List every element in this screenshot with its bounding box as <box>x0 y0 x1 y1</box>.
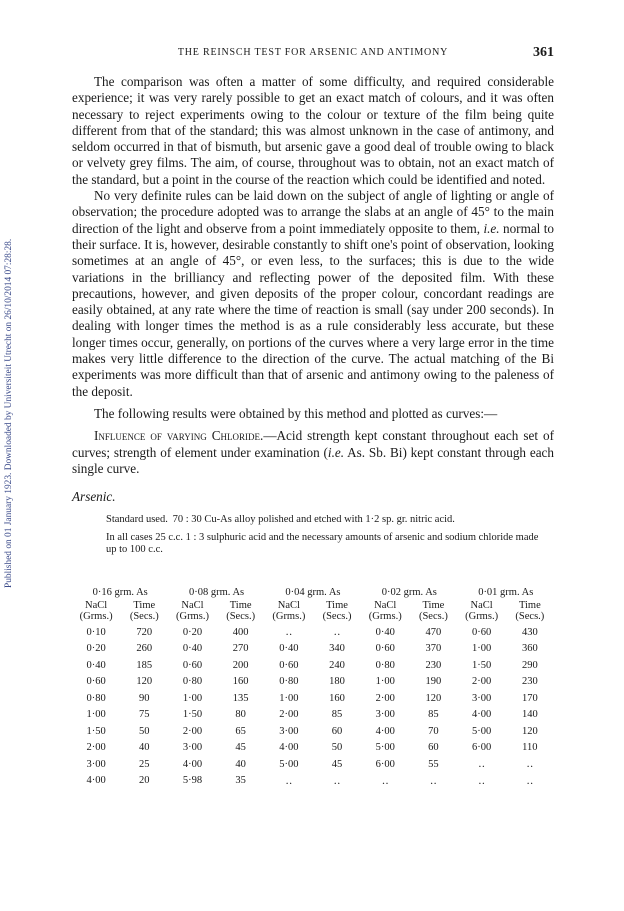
table-cell: 85 <box>428 709 439 721</box>
table-cell: 0·80 <box>86 692 106 704</box>
table-cell: ‥ <box>333 775 341 787</box>
table-cell: ‥ <box>285 627 293 639</box>
table-cell: 80 <box>235 709 246 721</box>
table-cell: 230 <box>425 659 442 671</box>
table-cell: 65 <box>235 725 246 737</box>
table-cell: 0·60 <box>375 643 395 655</box>
table-column-header-row <box>72 600 554 624</box>
table-row <box>72 624 554 641</box>
table-cell: 4·00 <box>375 725 395 737</box>
table-cell: 5·00 <box>471 725 492 737</box>
standard-line <box>72 513 554 526</box>
table-cell: 55 <box>428 758 439 770</box>
table-cell: ‥ <box>285 775 293 787</box>
column-header-nacl: NaCl (Grms.) <box>79 600 113 622</box>
table-cell: 45 <box>331 758 343 770</box>
table-cell: 5·98 <box>182 775 203 787</box>
table-cell: ‥ <box>526 775 534 787</box>
table-cell: 4·00 <box>182 758 203 770</box>
table-cell: 110 <box>522 742 538 754</box>
table-cell: 1·00 <box>279 692 299 704</box>
paragraph-lighting-part2: normal to their surface. It is, however, desirable constantly to shift one's point of observation, looking sometimes at an angle of 45°, or even less, to the surfaces; this is due to the wide variations in the brilliancy and reflecting power of the deposited film. With these precautions, however, and given deposits of the proper colour, concordant readings are easily obtained, at any rate where the time of reaction is small (say under 200 seconds). In dealing with longer times the method is as a rule considerably less accurate, but these longer times occur, generally, on portions of the curves where a very large error in the time makes very little difference to the direction of the curve. The actual matching of the Bi experiments was more difficult than that of arsenic and antimony owing to the paleness of the deposit. <box>72 220 554 399</box>
group-header: 0·02 grm. As <box>381 587 437 598</box>
table-row <box>72 657 554 674</box>
table-cell: 1·50 <box>471 659 492 671</box>
table-cell: 200 <box>232 659 249 671</box>
table-cell: 2·00 <box>279 709 299 721</box>
table-cell: 170 <box>521 692 538 704</box>
column-header-time: Time (Secs.) <box>322 600 352 622</box>
table-cell: 120 <box>425 692 442 704</box>
group-header: 0·08 grm. As <box>189 587 245 598</box>
column-header-time: Time (Secs.) <box>129 600 159 622</box>
table-cell: 4·00 <box>279 742 299 754</box>
page-number: 361 <box>533 45 554 60</box>
table-cell: 0·20 <box>86 643 106 655</box>
table-cell: 160 <box>329 692 345 704</box>
table-row <box>72 756 554 773</box>
download-watermark <box>2 168 16 588</box>
table-cell: 40 <box>139 742 150 754</box>
table-cell: 340 <box>329 643 345 655</box>
table-cell: 190 <box>425 676 442 688</box>
table-cell: 230 <box>521 676 538 688</box>
table-cell: 0·40 <box>182 643 203 655</box>
download-watermark-text: Published on 01 January 1923. Downloaded by Universiteit Utrecht on 26/10/2014 07:28:28. <box>4 238 14 588</box>
column-header-nacl: NaCl (Grms.) <box>272 600 306 622</box>
table-cell: 2·00 <box>471 676 492 688</box>
table-cell: 6·00 <box>375 758 395 770</box>
group-header: 0·16 grm. As <box>92 587 148 598</box>
table-cell: 240 <box>329 659 345 671</box>
table-row <box>72 707 554 724</box>
table-cell: 120 <box>521 725 538 737</box>
table-cell: 5·00 <box>375 742 395 754</box>
table-cell: 185 <box>136 659 153 671</box>
section-title-arsenic: Arsenic. <box>72 489 116 505</box>
paragraph-chloride-part2: As. Sb. Bi) kept constant through each single curve. <box>72 444 554 476</box>
table-cell: 1·50 <box>182 709 203 721</box>
table-cell: 20 <box>139 775 150 787</box>
table-cell: 4·00 <box>471 709 492 721</box>
column-header-time: Time (Secs.) <box>418 600 448 622</box>
table-cell: 60 <box>331 725 343 737</box>
group-header: 0·01 grm. As <box>478 587 534 598</box>
table-row <box>72 723 554 740</box>
table-cell: 120 <box>136 676 153 688</box>
table-cell: 720 <box>136 626 153 638</box>
table-cell: ‥ <box>429 775 437 787</box>
column-header-time: Time (Secs.) <box>226 600 256 622</box>
table-cell: 0·40 <box>86 659 106 671</box>
table-cell: 3·00 <box>86 758 106 770</box>
table-cell: ‥ <box>333 627 341 639</box>
table-body <box>72 624 554 789</box>
table-cell: 430 <box>521 626 538 638</box>
table-cell: 0·80 <box>279 676 299 688</box>
running-title: THE REINSCH TEST FOR ARSENIC AND ANTIMONY <box>177 47 449 58</box>
paragraph-lighting-ie: i.e. <box>483 220 500 236</box>
paragraph-lighting <box>72 188 554 400</box>
paragraph-lighting-part1: No very definite rules can be laid down on the subject of angle of lighting or angle of observation; the procedure adopted was to arrange the slabs at an angle of 45° to the main direction of the light and observe from a point immediately opposite to them, <box>72 188 554 236</box>
table-cell: 1·00 <box>375 676 395 688</box>
table-cell: 0·10 <box>86 626 106 638</box>
table-cell: 270 <box>232 643 249 655</box>
paragraph-chloride <box>72 428 554 477</box>
table-cell: 0·80 <box>375 659 395 671</box>
table-cell: 5·00 <box>279 758 299 770</box>
table-row <box>72 773 554 790</box>
table-row <box>72 740 554 757</box>
paragraph-chloride-ie: i.e. <box>327 444 345 460</box>
conditions-note: In all cases 25 c.c. 1 : 3 sulphuric acid and the necessary amounts of arsenic and sodium chloride made up to 100 c.c. <box>106 532 539 555</box>
table-cell: 1·00 <box>471 643 492 655</box>
table-cell: 140 <box>521 709 538 721</box>
table-cell: 0·20 <box>182 626 203 638</box>
table-cell: ‥ <box>478 759 486 771</box>
paragraph-comparison: The comparison was often a matter of some difficulty, and required considerable experience; it was very rarely possible to get an exact match of colours, and it was often necessary to reject experiments owing to the colour or texture of the film being quite different from that of the standard; this was almost unknown in the case of antimony, and seldom occurred in that of bismuth, but arsenic gave a good deal of trouble owing to black or velvety grey films. The aim, of course, throughout was to obtain, not an exact match of the standard, but a point in the course of the reaction which could be identified and noted. <box>72 74 554 187</box>
table-cell: 0·40 <box>375 626 395 638</box>
table-cell: 470 <box>425 626 442 638</box>
group-header: 0·04 grm. As <box>285 587 341 598</box>
table-cell: 70 <box>428 725 439 737</box>
table-cell: 0·60 <box>182 659 203 671</box>
table-group-header-row <box>72 585 554 600</box>
table-cell: 135 <box>232 692 249 704</box>
table-cell: 3·00 <box>471 692 492 704</box>
table-cell: ‥ <box>478 775 486 787</box>
table-cell: 3·00 <box>182 742 203 754</box>
table-cell: 0·80 <box>182 676 203 688</box>
table-cell: 90 <box>139 692 150 704</box>
table-cell: 1·00 <box>182 692 203 704</box>
table-cell: 0·60 <box>279 659 299 671</box>
table-cell: 2·00 <box>86 742 106 754</box>
table-row <box>72 674 554 691</box>
table-cell: 45 <box>235 742 246 754</box>
paragraph-results-intro: The following results were obtained by this method and plotted as curves:— <box>94 405 498 421</box>
table-cell: 360 <box>521 643 538 655</box>
table-row <box>72 690 554 707</box>
table-cell: 85 <box>331 709 343 721</box>
column-header-nacl: NaCl (Grms.) <box>465 600 499 622</box>
table-cell: 0·60 <box>86 676 106 688</box>
table-cell: 4·00 <box>86 775 106 787</box>
table-cell: 370 <box>425 643 442 655</box>
table-cell: 400 <box>232 626 249 638</box>
page-header <box>72 45 554 63</box>
table-cell: 1·00 <box>86 709 106 721</box>
table-cell: 3·00 <box>279 725 299 737</box>
table-cell: 75 <box>139 709 150 721</box>
table-cell: 2·00 <box>375 692 395 704</box>
table-cell: 260 <box>136 643 153 655</box>
table-cell: 3·00 <box>375 709 395 721</box>
column-header-nacl: NaCl (Grms.) <box>175 600 209 622</box>
column-header-time: Time (Secs.) <box>515 600 545 622</box>
article-body <box>72 74 554 555</box>
table-cell: 0·60 <box>471 626 492 638</box>
table-cell: 2·00 <box>182 725 203 737</box>
chloride-heading: Influence of varying Chloride. <box>94 428 264 444</box>
table-cell: ‥ <box>526 759 534 771</box>
table-cell: 1·50 <box>86 725 106 737</box>
table-row <box>72 641 554 658</box>
paragraph-chloride-part1: —Acid strength kept constant throughout each set of curves; strength of element under examination ( <box>72 428 555 460</box>
standard-text: 70 : 30 Cu-As alloy polished and etched with 1·2 sp. gr. nitric acid. <box>172 514 455 526</box>
table-cell: 180 <box>329 676 345 688</box>
table-cell: ‥ <box>381 775 389 787</box>
table-cell: 40 <box>235 758 246 770</box>
arsenic-results-table <box>72 585 554 789</box>
table-cell: 25 <box>139 758 150 770</box>
table-cell: 50 <box>331 742 343 754</box>
table-cell: 35 <box>235 775 246 787</box>
table-cell: 60 <box>428 742 439 754</box>
standard-label: Standard used. <box>106 514 168 526</box>
table-cell: 290 <box>521 659 538 671</box>
column-header-nacl: NaCl (Grms.) <box>368 600 402 622</box>
table-cell: 0·40 <box>279 643 299 655</box>
table-cell: 50 <box>139 725 150 737</box>
table-cell: 160 <box>232 676 249 688</box>
table-cell: 6·00 <box>471 742 492 754</box>
